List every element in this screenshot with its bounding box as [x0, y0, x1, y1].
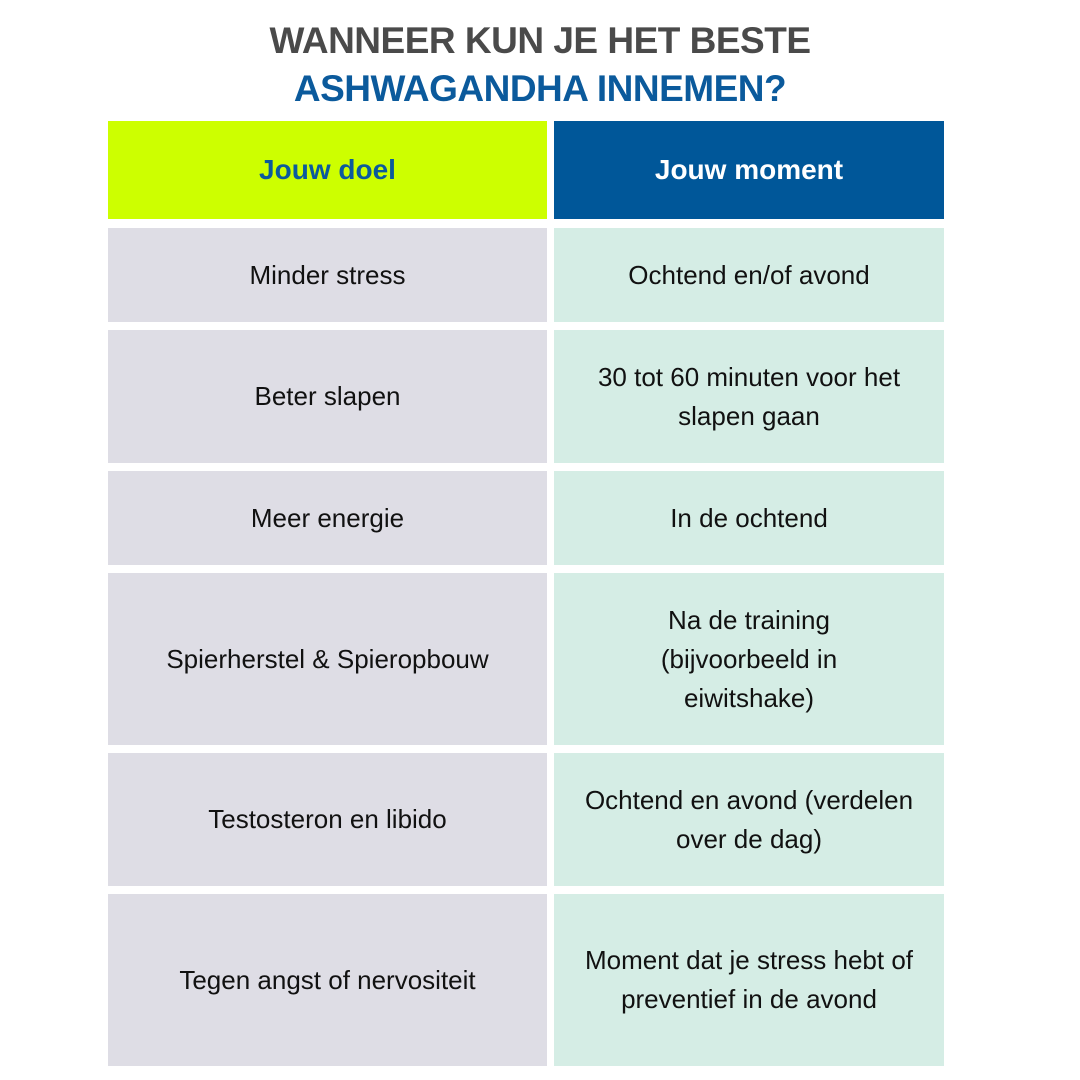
moment-cell: Ochtend en/of avond: [554, 228, 944, 322]
moment-cell: 30 tot 60 minuten voor het slapen gaan: [554, 330, 944, 463]
goal-cell: Tegen angst of nervositeit: [108, 894, 547, 1066]
goal-cell: Beter slapen: [108, 330, 547, 463]
moment-cell: Moment dat je stress hebt of preventief in de avond: [554, 894, 944, 1066]
header-goal: Jouw doel: [108, 121, 547, 219]
goal-cell: Meer energie: [108, 471, 547, 565]
goal-cell: Testosteron en libido: [108, 753, 547, 886]
moment-cell: Na de training (bijvoorbeeld in eiwitshake): [554, 573, 944, 745]
moment-cell: In de ochtend: [554, 471, 944, 565]
moment-cell: Ochtend en avond (verdelen over de dag): [554, 753, 944, 886]
goal-cell: Minder stress: [108, 228, 547, 322]
goal-cell: Spierherstel & Spieropbouw: [108, 573, 547, 745]
header-moment: Jouw moment: [554, 121, 944, 219]
title-line-2: ASHWAGANDHA INNEMEN?: [293, 68, 787, 109]
title-line-1: WANNEER KUN JE HET BESTE: [269, 20, 811, 61]
